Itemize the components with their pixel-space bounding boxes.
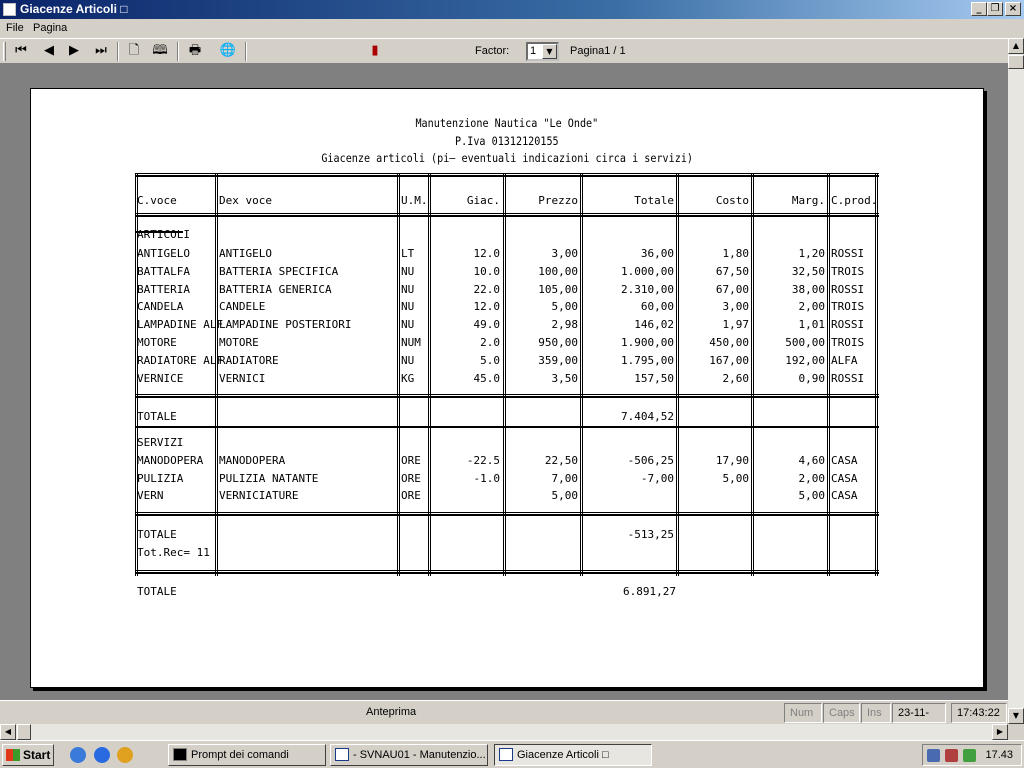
cell-unit: NU bbox=[401, 318, 415, 332]
cell-margin: 0,90 bbox=[798, 371, 825, 385]
two-pages-icon[interactable]: 🕮 bbox=[152, 43, 168, 58]
cell-margin: 38,00 bbox=[791, 282, 825, 296]
cell-cost: 450,00 bbox=[709, 336, 749, 349]
cell-margin: 2,00 bbox=[798, 471, 825, 485]
table-column-rule bbox=[580, 173, 583, 576]
record-count: Tot.Rec= 11 bbox=[137, 546, 210, 559]
table-column-rule bbox=[428, 173, 431, 576]
restore-icon[interactable]: ❐ bbox=[987, 2, 1003, 16]
cell-code: MANODOPERA bbox=[137, 454, 204, 467]
status-caps: Caps bbox=[823, 703, 860, 723]
table-column-rule bbox=[676, 173, 679, 576]
cell-unit: NU bbox=[401, 300, 415, 314]
cell-cost bbox=[680, 487, 749, 504]
cell-producer: CASA bbox=[831, 489, 858, 502]
factor-label: Factor: bbox=[475, 45, 510, 57]
cell-producer: TROIS bbox=[831, 300, 865, 314]
cell-price: 5,00 bbox=[551, 300, 578, 314]
cell-description: MOTORE bbox=[219, 336, 259, 349]
cell-description: PULIZIA NATANTE bbox=[219, 471, 319, 485]
cell-producer: TROIS bbox=[831, 264, 865, 278]
status-date: 23-11- bbox=[892, 703, 946, 723]
cell-stock: 12.0 bbox=[473, 300, 500, 314]
cell-stock: 12.0 bbox=[473, 247, 500, 260]
task-label: Giacenze Articoli □ bbox=[517, 749, 609, 761]
cell-unit: LT bbox=[401, 247, 415, 260]
cell-total: 157,50 bbox=[634, 371, 674, 385]
cell-code: BATTALFA bbox=[137, 264, 190, 278]
internet-explorer-icon[interactable] bbox=[94, 747, 110, 763]
cell-price: 950,00 bbox=[538, 336, 578, 349]
media-player-icon[interactable] bbox=[117, 747, 133, 763]
cell-stock: -1.0 bbox=[473, 471, 500, 485]
chevron-down-icon[interactable]: ▼ bbox=[542, 44, 557, 59]
cell-unit: NUM bbox=[401, 336, 421, 349]
cell-margin: 32,50 bbox=[791, 264, 825, 278]
command-prompt-icon bbox=[173, 748, 187, 761]
cell-cost: 1,80 bbox=[722, 247, 749, 260]
report-table bbox=[135, 173, 879, 576]
company-name: Manutenzione Nautica "Le Onde" bbox=[415, 116, 599, 130]
cell-cost: 167,00 bbox=[709, 353, 749, 367]
cell-producer: ROSSI bbox=[831, 318, 865, 332]
scroll-down-icon[interactable]: ▼ bbox=[1008, 708, 1024, 724]
cell-price: 2,98 bbox=[551, 318, 578, 332]
cell-cost: 2,60 bbox=[722, 371, 749, 385]
toolbar bbox=[0, 38, 1008, 64]
cell-stock: 5.0 bbox=[480, 353, 500, 367]
update-icon[interactable] bbox=[963, 749, 976, 762]
task-label: - SVNAU01 - Manutenzio... bbox=[353, 749, 486, 761]
cell-code: VERNICE bbox=[137, 371, 184, 385]
cell-stock: 45.0 bbox=[473, 371, 500, 385]
cell-total: 2.310,00 bbox=[621, 282, 674, 296]
section-title-articoli: ARTICOLI bbox=[137, 228, 190, 241]
menu-bar bbox=[0, 19, 1024, 38]
cell-margin: 5,00 bbox=[798, 489, 825, 502]
cell-price: 3,00 bbox=[551, 247, 578, 260]
column-header-cost: Costo bbox=[715, 194, 749, 207]
cell-cost: 5,00 bbox=[722, 471, 749, 485]
cell-stock: -22.5 bbox=[466, 454, 500, 467]
cell-description: BATTERIA GENERICA bbox=[219, 282, 332, 296]
cell-cost: 67,50 bbox=[715, 264, 749, 278]
cell-description: VERNICIATURE bbox=[219, 489, 299, 502]
cell-stock: 2.0 bbox=[480, 336, 500, 349]
status-time: 17:43:22 bbox=[951, 703, 1007, 723]
cell-total: 1.900,00 bbox=[621, 336, 674, 349]
servizi-total-label: TOTALE bbox=[137, 528, 177, 541]
cell-code: LAMPADINE ALF bbox=[137, 318, 224, 332]
cell-price: 22,50 bbox=[544, 454, 578, 467]
cell-total: 146,02 bbox=[634, 318, 674, 332]
cell-description: CANDELE bbox=[219, 300, 266, 314]
cell-cost: 67,00 bbox=[715, 282, 749, 296]
cell-code: VERN bbox=[137, 489, 164, 502]
cell-code: ANTIGELO bbox=[137, 247, 190, 260]
cell-price: 359,00 bbox=[538, 353, 578, 367]
scroll-right-icon[interactable]: ▶ bbox=[992, 724, 1008, 740]
servizi-total-value: -513,25 bbox=[627, 528, 674, 541]
security-icon[interactable] bbox=[945, 749, 958, 762]
first-page-icon[interactable]: ⏮ bbox=[15, 43, 27, 58]
close-icon[interactable]: × bbox=[1005, 2, 1021, 16]
table-column-rule bbox=[503, 173, 506, 576]
cell-unit: ORE bbox=[401, 471, 421, 485]
scroll-thumb-horizontal[interactable] bbox=[17, 724, 31, 740]
last-page-icon[interactable]: ⏭ bbox=[95, 43, 107, 58]
start-button[interactable] bbox=[2, 744, 54, 766]
cell-producer: ROSSI bbox=[831, 247, 865, 260]
cell-margin: 500,00 bbox=[785, 336, 825, 349]
start-label: Start bbox=[23, 748, 51, 762]
cell-code: CANDELA bbox=[137, 300, 184, 314]
table-column-rule bbox=[827, 173, 830, 576]
menu-pagina[interactable]: Pagina bbox=[33, 22, 68, 34]
column-header-total: Totale bbox=[634, 194, 674, 207]
cell-stock: 22.0 bbox=[473, 282, 500, 296]
scroll-left-icon[interactable]: ◀ bbox=[0, 724, 16, 740]
cell-unit: NU bbox=[401, 282, 415, 296]
cell-description: MANODOPERA bbox=[219, 454, 286, 467]
cell-total: 1.795,00 bbox=[621, 353, 674, 367]
cell-total: 60,00 bbox=[640, 300, 674, 314]
column-header-description: Dex voce bbox=[219, 194, 272, 207]
articoli-total-value: 7.404,52 bbox=[621, 410, 674, 423]
task-giacenze-articoli[interactable] bbox=[494, 744, 652, 766]
app-icon[interactable] bbox=[3, 3, 16, 16]
report-page bbox=[30, 88, 984, 688]
cell-price: 100,00 bbox=[538, 264, 578, 278]
minimize-icon[interactable]: _ bbox=[971, 2, 987, 16]
table-column-rule bbox=[751, 173, 754, 576]
toolbar-grip[interactable] bbox=[3, 42, 6, 61]
grand-total-label: TOTALE bbox=[137, 585, 177, 598]
cell-code: BATTERIA bbox=[137, 282, 190, 296]
cell-price: 5,00 bbox=[551, 489, 578, 502]
column-header-code: C.voce bbox=[137, 194, 177, 207]
cell-producer: CASA bbox=[831, 454, 858, 467]
cell-total bbox=[584, 487, 674, 504]
title-bar bbox=[0, 0, 1024, 19]
toolbar-separator bbox=[117, 42, 119, 61]
windows-logo-icon bbox=[6, 749, 20, 761]
cell-price: 105,00 bbox=[538, 282, 578, 296]
cell-description: ANTIGELO bbox=[219, 247, 272, 260]
table-column-rule bbox=[397, 173, 400, 576]
cell-stock bbox=[432, 487, 500, 504]
cell-producer: CASA bbox=[831, 471, 858, 485]
cell-unit: ORE bbox=[401, 454, 421, 467]
toolbar-separator bbox=[245, 42, 247, 61]
table-column-rule bbox=[215, 173, 218, 576]
cell-stock: 10.0 bbox=[473, 264, 500, 278]
report-title: Giacenze articoli (pi– eventuali indicazioni circa i servizi) bbox=[321, 151, 693, 165]
desktop-icon[interactable] bbox=[70, 747, 86, 763]
cell-description: VERNICI bbox=[219, 371, 266, 385]
previous-page-icon[interactable]: ◀ bbox=[44, 43, 54, 58]
window-icon bbox=[335, 748, 349, 761]
column-header-price: Prezzo bbox=[538, 194, 578, 207]
single-page-icon[interactable]: 🗋 bbox=[128, 43, 140, 58]
vertical-scrollbar[interactable] bbox=[1008, 38, 1024, 724]
cell-price: 7,00 bbox=[551, 471, 578, 485]
cell-producer: TROIS bbox=[831, 336, 865, 349]
next-page-icon[interactable]: ▶ bbox=[69, 43, 79, 58]
page-indicator: Pagina1 / 1 bbox=[570, 45, 626, 57]
status-num: Num bbox=[784, 703, 822, 723]
cell-stock: 49.0 bbox=[473, 318, 500, 332]
vat-number: P.Iva 01312120155 bbox=[455, 134, 559, 148]
preview-area bbox=[0, 64, 1008, 700]
column-header-margin: Marg. bbox=[791, 194, 825, 207]
cell-cost: 17,90 bbox=[715, 454, 749, 467]
print-icon[interactable]: 🖶 bbox=[188, 43, 202, 58]
cell-total: 1.000,00 bbox=[621, 264, 674, 278]
task-command-prompt[interactable] bbox=[168, 744, 326, 766]
cell-producer: ALFA bbox=[831, 353, 858, 367]
network-icon[interactable] bbox=[927, 749, 940, 762]
cell-margin: 1,01 bbox=[798, 318, 825, 332]
task-label: Prompt dei comandi bbox=[191, 749, 289, 761]
cell-margin: 192,00 bbox=[785, 353, 825, 367]
status-bar bbox=[0, 700, 1008, 724]
section-title-servizi: SERVIZI bbox=[137, 436, 184, 449]
cell-margin: 4,60 bbox=[798, 454, 825, 467]
scroll-up-icon[interactable]: ▲ bbox=[1008, 38, 1024, 54]
cell-unit: ORE bbox=[401, 489, 421, 502]
column-header-unit: U.M. bbox=[401, 194, 428, 207]
menu-file[interactable]: File bbox=[6, 22, 24, 34]
cell-description: LAMPADINE POSTERIORI bbox=[219, 318, 352, 332]
system-tray bbox=[922, 744, 1022, 766]
cell-price: 3,50 bbox=[551, 371, 578, 385]
cell-cost: 1,97 bbox=[722, 318, 749, 332]
cell-cost: 3,00 bbox=[722, 300, 749, 314]
factor-select[interactable] bbox=[526, 42, 559, 61]
status-text: Anteprima bbox=[366, 706, 417, 718]
cell-code: PULIZIA bbox=[137, 471, 184, 485]
cell-total: -506,25 bbox=[627, 454, 674, 467]
articoli-total-label: TOTALE bbox=[137, 410, 177, 423]
clock: 17.43 bbox=[985, 749, 1013, 761]
window-title: Giacenze Articoli □ bbox=[20, 2, 128, 16]
status-ins: Ins bbox=[861, 703, 891, 723]
cell-margin: 1,20 bbox=[798, 247, 825, 260]
window-icon bbox=[499, 748, 513, 761]
cell-code: MOTORE bbox=[137, 336, 177, 349]
export-icon[interactable]: 🌐 bbox=[219, 43, 237, 58]
cell-code: RADIATORE ALF bbox=[137, 353, 224, 367]
cell-producer: ROSSI bbox=[831, 282, 865, 296]
grand-total-value: 6.891,27 bbox=[623, 585, 676, 598]
task-svnau01[interactable] bbox=[330, 744, 488, 766]
horizontal-scrollbar[interactable] bbox=[0, 724, 1008, 740]
column-header-producer: C.prod. bbox=[831, 194, 878, 207]
cell-unit: KG bbox=[401, 371, 415, 385]
column-header-stock: Giac. bbox=[466, 194, 500, 207]
scroll-thumb[interactable] bbox=[1008, 55, 1024, 69]
table-column-rule bbox=[875, 173, 878, 576]
cell-unit: NU bbox=[401, 264, 415, 278]
cell-total: 36,00 bbox=[640, 247, 674, 260]
cell-description: RADIATORE bbox=[219, 353, 279, 367]
toolbar-separator bbox=[177, 42, 179, 61]
cell-description: BATTERIA SPECIFICA bbox=[219, 264, 339, 278]
cell-unit: NU bbox=[401, 353, 415, 367]
taskbar bbox=[0, 740, 1024, 768]
cell-total: -7,00 bbox=[640, 471, 674, 485]
factor-value: 1 bbox=[530, 45, 537, 57]
cell-margin: 2,00 bbox=[798, 300, 825, 314]
exit-icon[interactable]: ▮ bbox=[371, 43, 379, 58]
cell-producer: ROSSI bbox=[831, 371, 865, 385]
